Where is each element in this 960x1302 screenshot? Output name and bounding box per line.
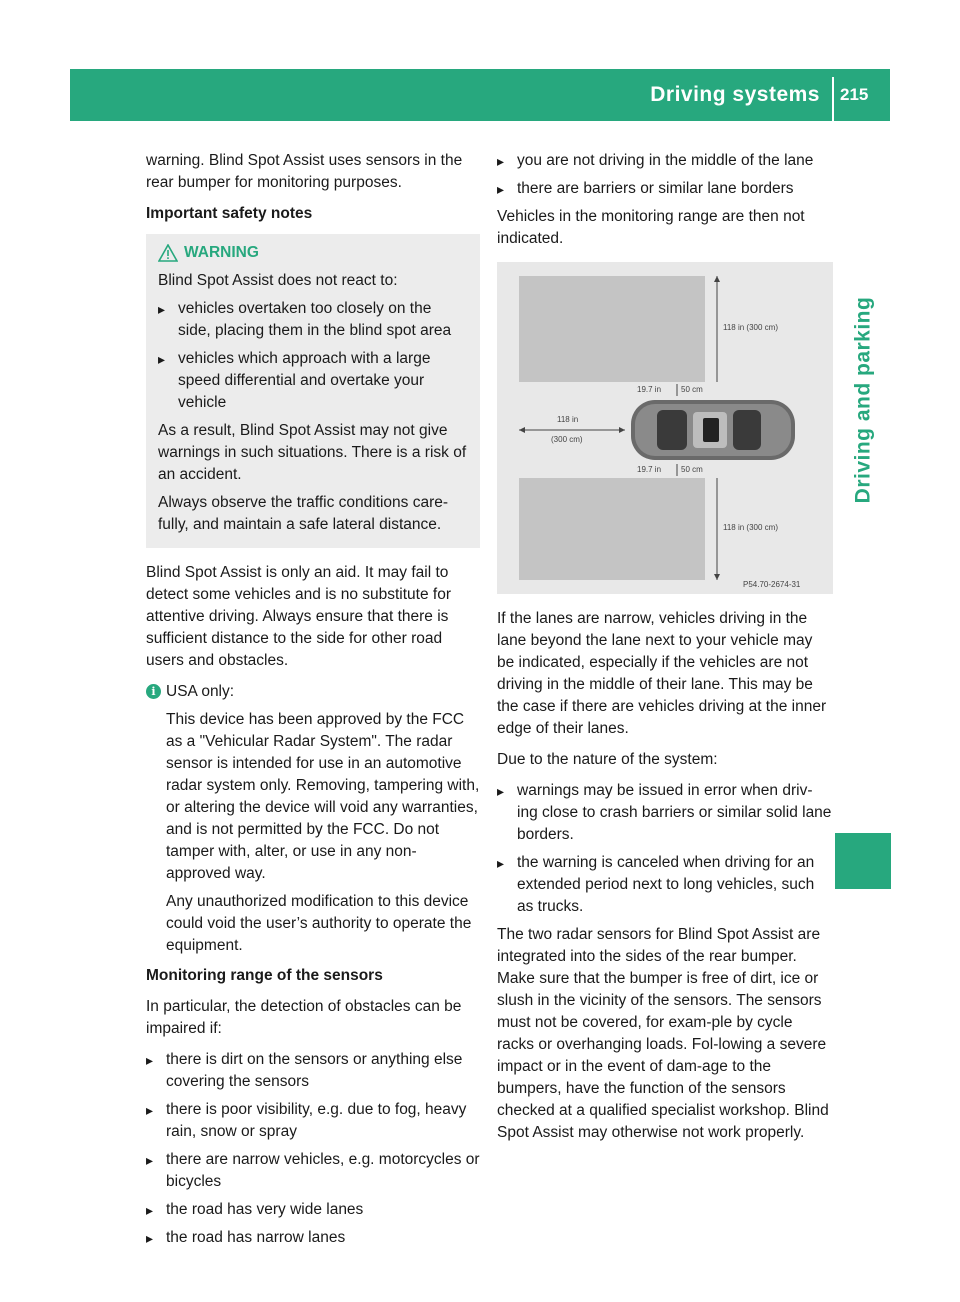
section-title: Driving systems [650, 83, 820, 106]
warning-label: WARNING [184, 244, 259, 261]
warning-paragraph: As a result, Blind Spot Assist may not give warnings in such situations. There is a risk of an accident. [158, 422, 467, 483]
monitoring-intro: In particular, the detection of obstacles can be impaired if: [146, 998, 462, 1037]
chapter-marker [835, 833, 891, 889]
arrow-icon [714, 276, 720, 282]
arrow-icon [519, 427, 525, 433]
info-icon: i [146, 684, 161, 699]
left-zone-bottom [519, 478, 705, 580]
aid-paragraph: Blind Spot Assist is only an aid. It may fail to detect some vehicles and is no substitute for attentive driving. Always ensure that there is sufficient distance to the side for other road users and obstacles. [146, 564, 451, 669]
header-divider [832, 77, 834, 121]
header-bar [70, 69, 890, 121]
narrow-lanes-paragraph: If the lanes are narrow, vehicles driving in the lane beyond the lane next to your vehicle may be indicated, especially if the vehicles are not driving in the middle of their lane. This may be the case if there are vehicles driving at the inner edge of their lanes. [497, 610, 827, 737]
list-item: ▸ vehicles which approach with a large speed differential and overtake your vehicle [158, 348, 468, 414]
left-zone-top [519, 276, 705, 382]
car-top-view-icon [631, 400, 795, 460]
list-item: ▸ the road has narrow lanes [146, 1227, 480, 1249]
list-item: ▸ the road has very wide lanes [146, 1199, 480, 1221]
sensors-paragraph: The two radar sensors for Blind Spot Assist are integrated into the sides of the rear bumper. Make sure that the bumper is free of dirt, ice or slush in the vicinity of the sensors. The sensors must not be covered, for exam-ple by cycle racks or overhanging loads. Fol-lowing a severe impact or in the event of dam-age to the bumpers, have the function of the sensors checked at a qualified specialist workshop. Blind Spot Assist may otherwise not work properly. [497, 926, 829, 1141]
warning-box [146, 234, 480, 548]
monitoring-heading: Monitoring range of the sensors [146, 967, 383, 984]
arrow-icon [714, 574, 720, 580]
monitoring-range-diagram [497, 262, 833, 594]
list-item: ▸ there are narrow vehicles, e.g. motorcycles or bicycles [146, 1149, 480, 1193]
list-item: ▸ vehicles overtaken too closely on the side, placing them in the blind spot area [158, 298, 468, 342]
list-item: ▸ there are barriers or similar lane borders [497, 178, 833, 200]
chapter-tab-label: Driving and parking [851, 296, 875, 504]
label-gap-bottom-cm: 50 cm [681, 465, 703, 474]
label-rear-cm: (300 cm) [551, 435, 583, 444]
label-rear-in: 118 in [557, 415, 579, 424]
conditions-list [497, 150, 833, 200]
after-items-paragraph: Vehicles in the monitoring range are then not indicated. [497, 208, 805, 247]
info-title: USA only: [166, 683, 235, 700]
info-paragraph: Any unauthorized modification to this device could void the user’s authority to operate the equipment. [166, 893, 472, 954]
warning-list [158, 298, 468, 414]
warning-paragraph: Always observe the traffic conditions care-fully, and maintain a safe lateral distance. [158, 494, 449, 533]
list-item: ▸ you are not driving in the middle of the lane [497, 150, 833, 172]
page-number: 215 [840, 85, 869, 104]
warning-triangle-icon [158, 244, 178, 262]
label-bottom-range: 118 in (300 cm) [723, 523, 778, 532]
label-top-range: 118 in (300 cm) [723, 323, 778, 332]
label-gap-top-cm: 50 cm [681, 385, 703, 394]
right-column [497, 150, 833, 1153]
label-gap-bottom: 19.7 in [637, 465, 662, 474]
list-item: ▸ there is poor visibility, e.g. due to fog, heavy rain, snow or spray [146, 1099, 480, 1143]
nature-list [497, 780, 833, 918]
warning-lead: Blind Spot Assist does not react to: [158, 272, 398, 289]
info-block [146, 681, 480, 957]
list-item: ▸ warnings may be issued in error when driv-ing close to crash barriers or similar solid lane borders. [497, 780, 833, 846]
label-gap-top: 19.7 in [637, 385, 662, 394]
left-column [146, 150, 480, 1255]
nature-intro: Due to the nature of the system: [497, 751, 718, 768]
figure-code: P54.70-2674-31 [743, 580, 801, 589]
monitoring-list [146, 1049, 480, 1249]
chapter-tab [835, 205, 891, 595]
list-item: ▸ the warning is canceled when driving for an extended period next to long vehicles, such as trucks. [497, 852, 833, 918]
intro-paragraph: warning. Blind Spot Assist uses sensors in the rear bumper for monitoring purposes. [146, 152, 463, 191]
info-paragraph: This device has been approved by the FCC as a "Vehicular Radar System". The radar sensor is intended for use in an automotive radar system only. Removing, tampering with, or altering the device will void any warranties, and is not permitted by the FCC. Do not tamper with, alter, or use in any non-approved way. [166, 711, 480, 882]
list-item: ▸ there is dirt on the sensors or anything else covering the sensors [146, 1049, 480, 1093]
monitoring-range-figure [497, 262, 833, 594]
safety-heading: Important safety notes [146, 205, 313, 222]
warning-title [158, 242, 468, 264]
arrow-icon [619, 427, 625, 433]
